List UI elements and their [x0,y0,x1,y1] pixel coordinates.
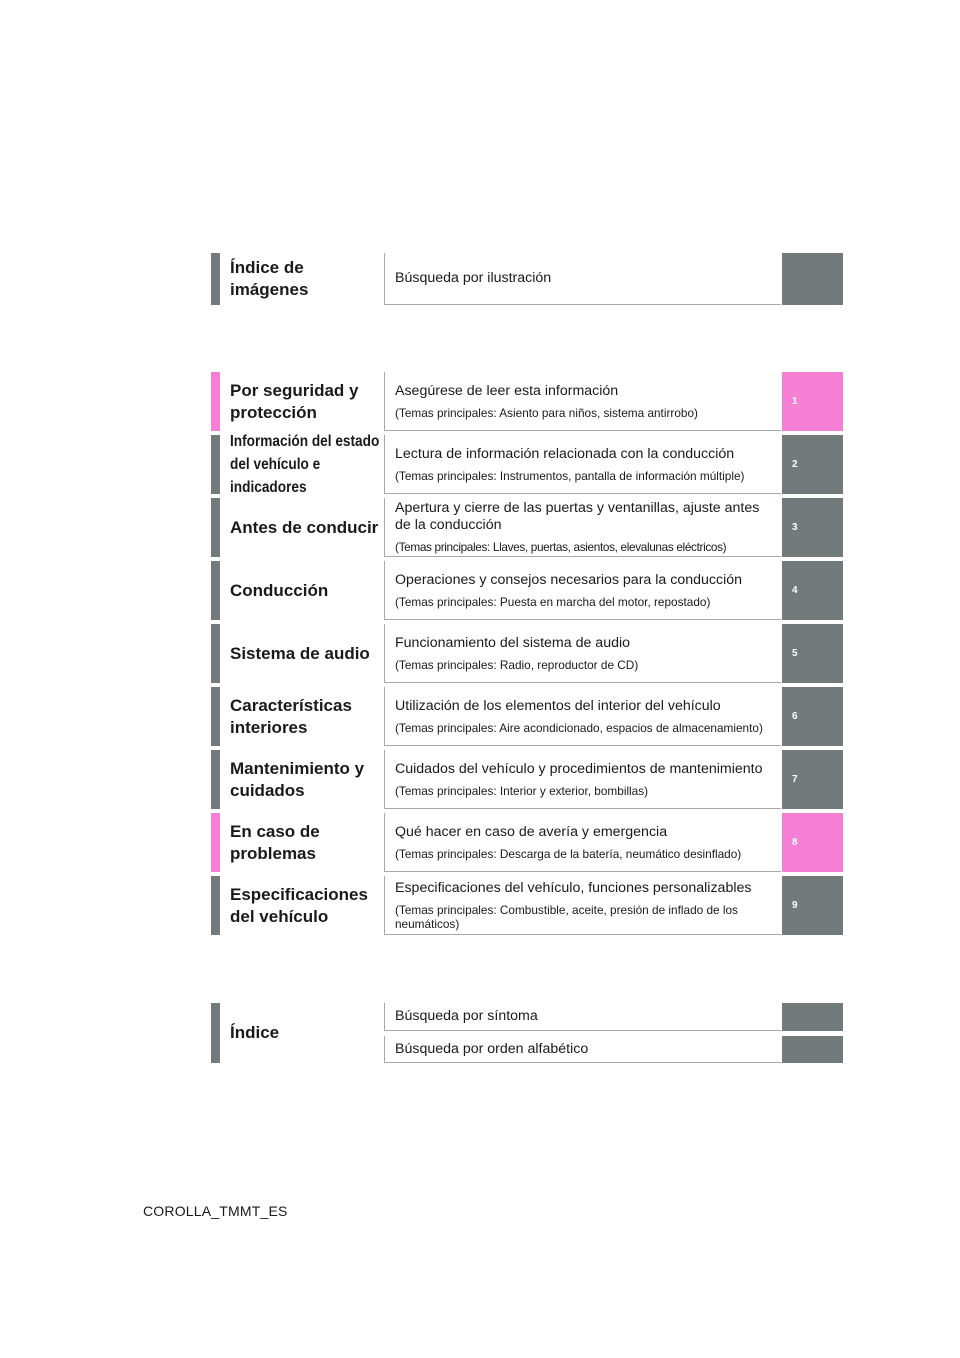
section-5-title: Sistema de audio [230,643,370,663]
index-alphabetical-box[interactable] [384,1036,781,1063]
section-3-tab[interactable]: 3 [782,498,843,557]
section-6-sub: (Temas principales: Aire acondicionado, espacios de almacenamiento) [395,720,763,735]
section-1-title: Por seguridad y protección [230,380,359,422]
section-5-tab[interactable]: 5 [782,624,843,683]
section-7-sub: (Temas principales: Interior y exterior, bombillas) [395,783,649,798]
index-symptom-label: Búsqueda por síntoma [395,1008,538,1024]
section-9-tab[interactable]: 9 [782,876,843,935]
section-1-sub: (Temas principales: Asiento para niños, sistema antirrobo) [395,405,698,420]
section-4-tab[interactable]: 4 [782,561,843,620]
section-4-box [384,561,781,620]
section-7-row[interactable] [211,750,843,809]
section-3-row[interactable] [211,498,843,557]
section-2-row[interactable] [211,435,843,494]
image-index-box [384,253,781,305]
section-1-main: Asegúrese de leer esta información [395,382,619,399]
section-2-title: Información del estado del vehículo e indicadores [230,433,380,496]
section-8-main: Qué hacer en caso de avería y emergencia [395,823,668,840]
section-7-title: Mantenimiento y cuidados [230,758,365,800]
index-alphabetical-label: Búsqueda por orden alfabético [395,1040,589,1057]
image-index-tab[interactable] [782,253,843,305]
footer-document-code: COROLLA_TMMT_ES [143,1203,288,1219]
section-9-title: Especificaciones del vehículo [230,884,368,926]
section-9-main: Especificaciones del vehículo, funciones personalizables [395,879,752,896]
section-9-accent-bar [211,876,220,935]
section-3-accent-bar [211,498,220,557]
index-alphabetical-tab[interactable] [782,1036,843,1063]
index-title: Índice [230,1023,280,1042]
section-1-box [384,372,781,431]
section-3-main: Apertura y cierre de las puertas y ventanillas, ajuste antes de la conducción [395,500,760,533]
section-4-title: Conducción [230,580,329,600]
section-3-box [384,498,781,557]
section-9-row[interactable] [211,876,843,935]
section-6-box [384,687,781,746]
section-8-tab[interactable]: 8 [782,813,843,872]
section-5-row[interactable] [211,624,843,683]
section-1-accent-bar [211,372,220,431]
section-2-box [384,435,781,494]
section-5-sub: (Temas principales: Radio, reproductor de CD) [395,657,639,672]
section-4-accent-bar [211,561,220,620]
section-6-row[interactable] [211,687,843,746]
image-index-description: Búsqueda por ilustración [395,270,552,286]
section-8-title: En caso de problemas [230,821,320,863]
section-8-row[interactable] [211,813,843,872]
section-3-title: Antes de conducir [230,517,379,537]
section-8-sub: (Temas principales: Descarga de la batería, neumático desinflado) [395,846,742,861]
section-7-accent-bar [211,750,220,809]
index-symptom-tab[interactable] [782,1003,843,1031]
section-2-accent-bar [211,435,220,494]
index-row [211,1003,843,1063]
section-5-accent-bar [211,624,220,683]
section-7-box [384,750,781,809]
section-7-tab[interactable]: 7 [782,750,843,809]
section-6-accent-bar [211,687,220,746]
section-2-sub: (Temas principales: Instrumentos, pantalla de información múltiple) [395,468,745,483]
section-3-sub: (Temas principales: Llaves, puertas, asientos, elevalunas eléctricos) [395,540,727,554]
section-8-box [384,813,781,872]
section-4-row[interactable] [211,561,843,620]
section-9-sub: (Temas principales: Combustible, aceite, presión de inflado de los neumáticos) [395,902,738,931]
section-4-sub: (Temas principales: Puesta en marcha del motor, repostado) [395,594,711,609]
section-6-title: Características interiores [230,695,352,737]
index-symptom-box[interactable] [384,1003,781,1031]
section-1-tab[interactable]: 1 [782,372,843,431]
section-6-main: Utilización de los elementos del interior del vehículo [395,697,721,714]
section-5-box [384,624,781,683]
section-4-main: Operaciones y consejos necesarios para la conducción [395,571,743,588]
index-accent-bar [211,1003,220,1063]
section-1-row[interactable] [211,372,843,431]
image-index-row[interactable] [211,253,843,305]
image-index-title: Índice de imágenes [230,258,309,299]
section-2-main: Lectura de información relacionada con la conducción [395,445,735,462]
section-7-main: Cuidados del vehículo y procedimientos de mantenimiento [395,760,763,777]
section-2-tab[interactable]: 2 [782,435,843,494]
section-6-tab[interactable]: 6 [782,687,843,746]
section-5-main: Funcionamiento del sistema de audio [395,634,631,651]
image-index-accent-bar [211,253,220,305]
section-9-box [384,876,781,935]
section-8-accent-bar [211,813,220,872]
